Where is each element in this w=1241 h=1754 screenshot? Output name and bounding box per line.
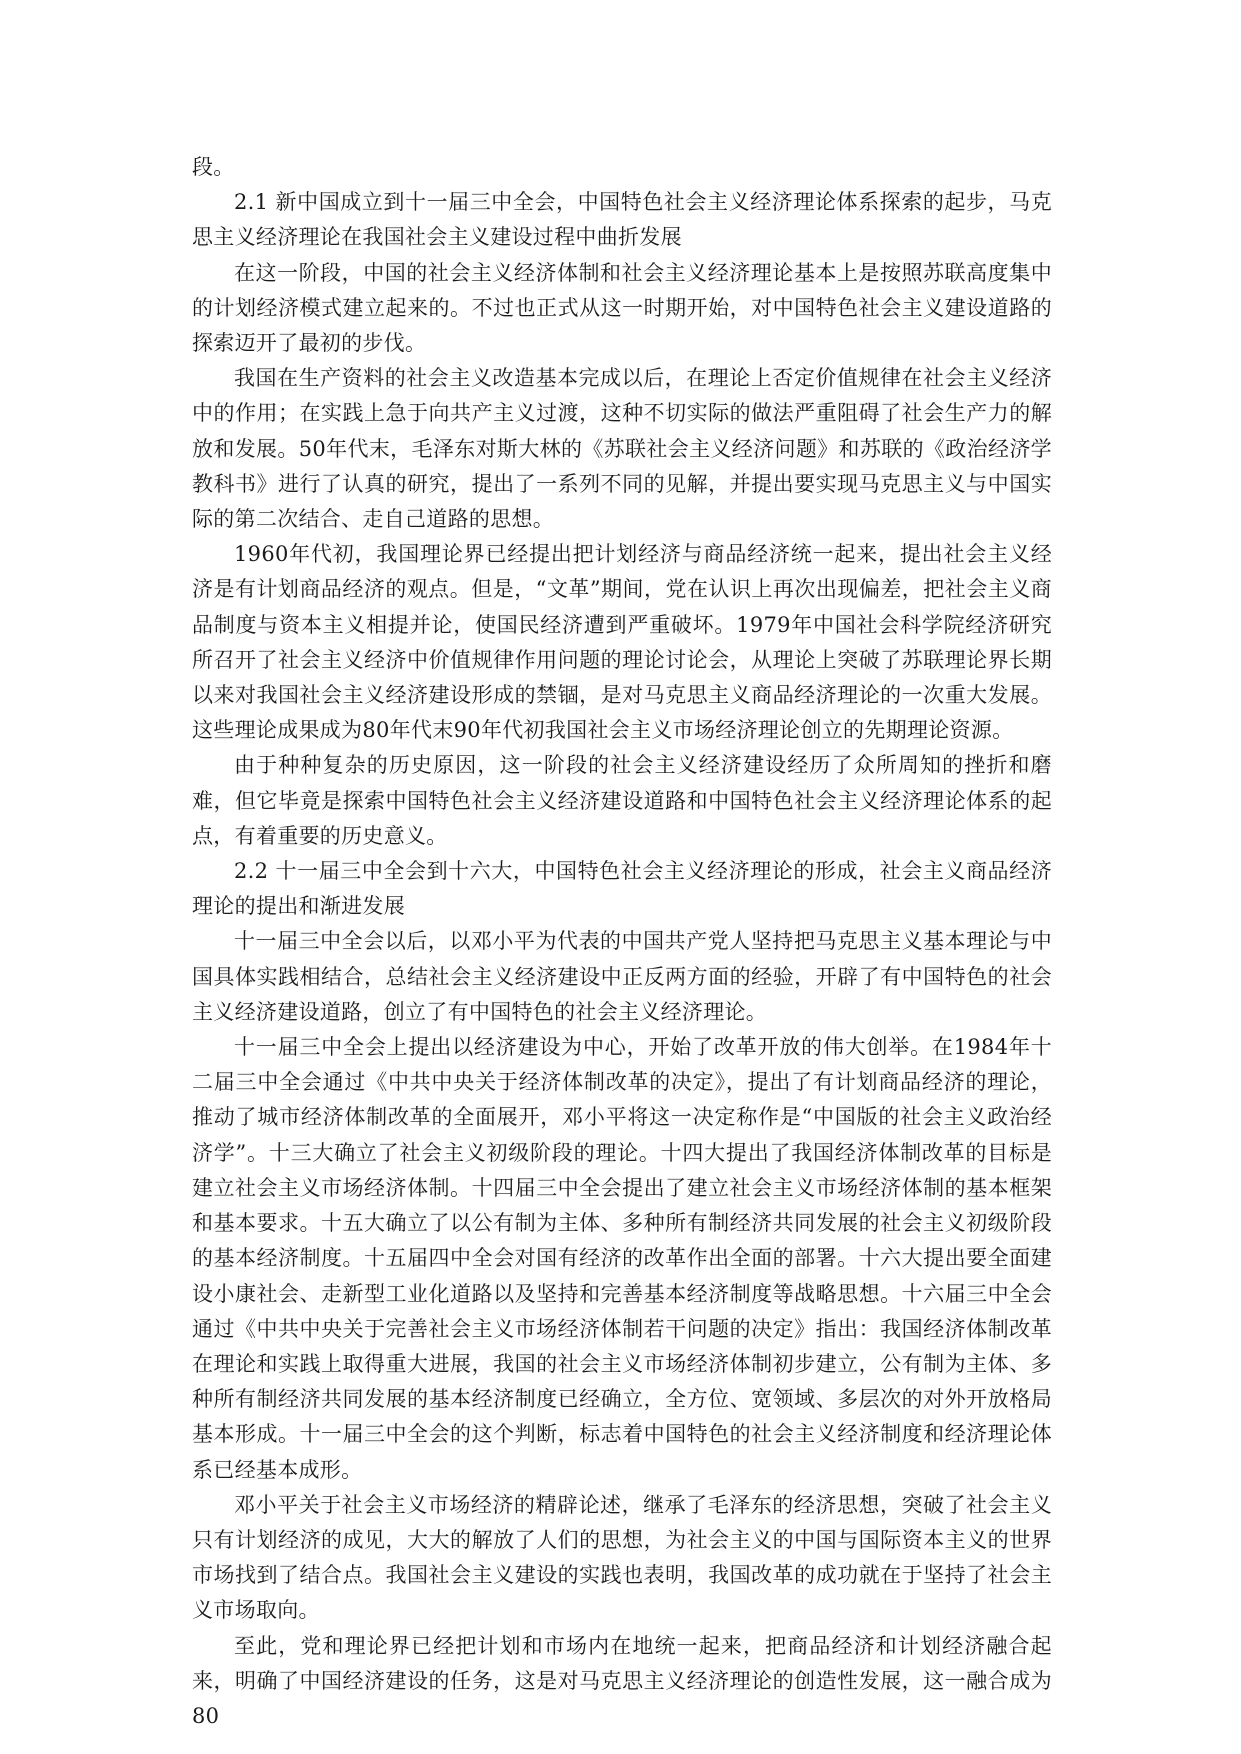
paragraph: 我国在生产资料的社会主义改造基本完成以后，在理论上否定价值规律在社会主义经济中的作用；在实践上急于向共产主义过渡，这种不切实际的做法严重阻碍了社会生产力的解放和发展。50年代末，毛泽东对斯大林的《苏联社会主义经济问题》和苏联的《政治经济学教科书》进行了认真的研究，提出了一系列不同的见解，并提出要实现马克思主义与中国实际的第二次结合、走自己道路的思想。 [192,366,1052,532]
section-heading-2-1: 2.1 新中国成立到十一届三中全会，中国特色社会主义经济理论体系探索的起步，马克思主义经济理论在我国社会主义建设过程中曲折发展 [192,190,1052,250]
paragraph: 至此，党和理论界已经把计划和市场内在地统一起来，把商品经济和计划经济融合起来，明确了中国经济建设的任务，这是对马克思主义经济理论的创造性发展，这一融合成为80 [192,1633,1052,1728]
paragraph: 在这一阶段，中国的社会主义经济体制和社会主义经济理论基本上是按照苏联高度集中的计划经济模式建立起来的。不过也正式从这一时期开始，对中国特色社会主义建设道路的探索迈开了最初的步伐。 [192,260,1052,356]
paragraph: 邓小平关于社会主义市场经济的精辟论述，继承了毛泽东的经济思想，突破了社会主义只有计划经济的成见，大大的解放了人们的思想，为社会主义的中国与国际资本主义的世界市场找到了结合点。我国社会主义建设的实践也表明，我国改革的成功就在于坚持了社会主义市场取向。 [192,1492,1052,1623]
paragraph-continuation: 段。 [192,155,235,179]
paragraph: 1960年代初，我国理论界已经提出把计划经济与商品经济统一起来，提出社会主义经济是有计划商品经济的观点。但是，“文革”期间，党在认识上再次出现偏差，把社会主义商品制度与资本主义相提并论，使国民经济遭到严重破坏。1979年中国社会科学院经济研究所召开了社会主义经济中价值规律作用问题的理论讨论会，从理论上突破了苏联理论界长期以来对我国社会主义经济建设形成的禁锢，是对马克思主义商品经济理论的一次重大发展。这些理论成果成为80年代末90年代初我国社会主义市场经济理论创立的先期理论资源。 [192,542,1052,743]
paragraph: 由于种种复杂的历史原因，这一阶段的社会主义经济建设经历了众所周知的挫折和磨难，但它毕竟是探索中国特色社会主义经济建设道路和中国特色社会主义经济理论体系的起点，有着重要的历史意义。 [192,753,1052,848]
document-body [192,150,1052,1734]
section-heading-2-2: 2.2 十一届三中全会到十六大，中国特色社会主义经济理论的形成，社会主义商品经济理论的提出和渐进发展 [192,859,1052,919]
paragraph: 十一届三中全会以后，以邓小平为代表的中国共产党人坚持把马克思主义基本理论与中国具体实践相结合，总结社会主义经济建设中正反两方面的经验，开辟了有中国特色的社会主义经济建设道路，创立了有中国特色的社会主义经济理论。 [192,929,1052,1024]
paragraph: 十一届三中全会上提出以经济建设为中心，开始了改革开放的伟大创举。在1984年十二届三中全会通过《中共中央关于经济体制改革的决定》，提出了有计划商品经济的理论，推动了城市经济体制改革的全面展开，邓小平将这一决定称作是“中国版的社会主义政治经济学”。十三大确立了社会主义初级阶段的理论。十四大提出了我国经济体制改革的目标是建立社会主义市场经济体制。十四届三中全会提出了建立社会主义市场经济体制的基本框架和基本要求。十五大确立了以公有制为主体、多种所有制经济共同发展的社会主义初级阶段的基本经济制度。十五届四中全会对国有经济的改革作出全面的部署。十六大提出要全面建设小康社会、走新型工业化道路以及坚持和完善基本经济制度等战略思想。十六届三中全会通过《中共中央关于完善社会主义市场经济体制若干问题的决定》指出：我国经济体制改革在理论和实践上取得重大进展，我国的社会主义市场经济体制初步建立，公有制为主体、多种所有制经济共同发展的基本经济制度已经确立，全方位、宽领域、多层次的对外开放格局基本形成。十一届三中全会的这个判断，标志着中国特色的社会主义经济制度和经济理论体系已经基本成形。 [192,1035,1052,1482]
